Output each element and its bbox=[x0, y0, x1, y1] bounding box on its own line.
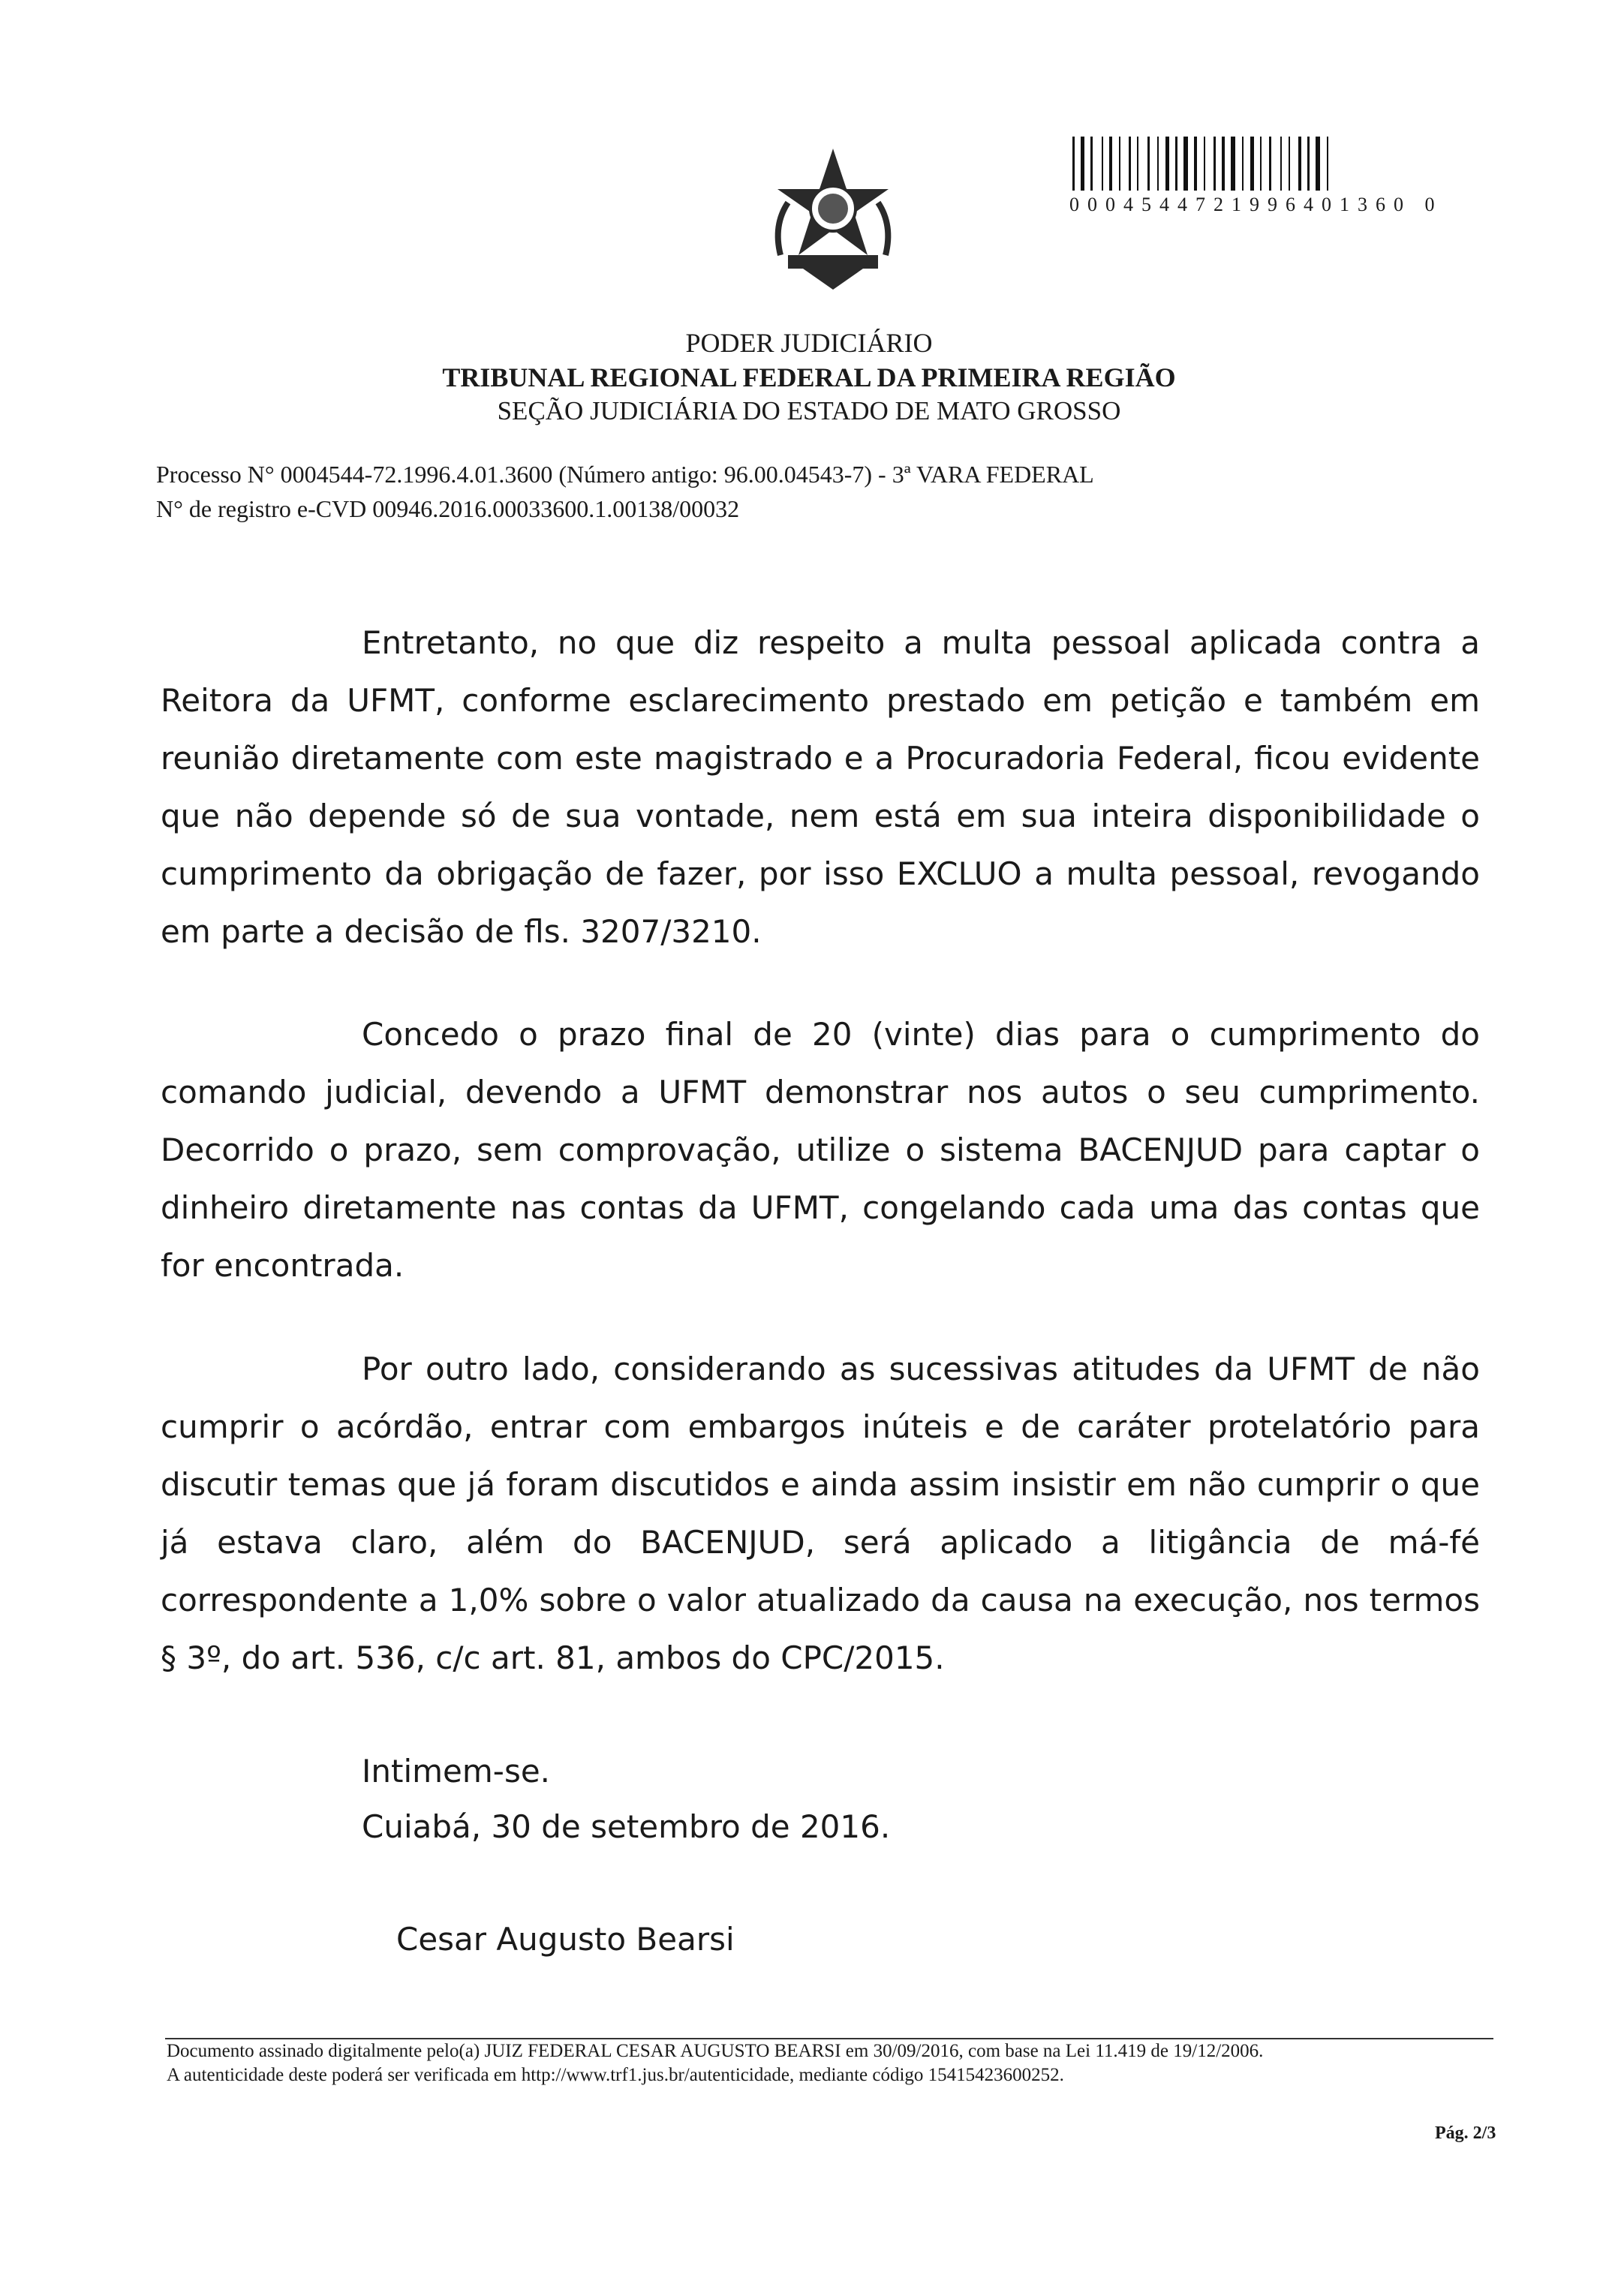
place-date: Cuiabá, 30 de setembro de 2016. bbox=[362, 1808, 891, 1845]
barcode-number: 0004544721996401360 0 bbox=[1069, 194, 1443, 215]
signer-name: Cesar Augusto Bearsi bbox=[396, 1921, 735, 1958]
header-tribunal: TRIBUNAL REGIONAL FEDERAL DA PRIMEIRA REGIÃO bbox=[442, 362, 1176, 392]
barcode bbox=[1069, 137, 1475, 191]
registro-number: N° de registro e-CVD 00946.2016.00033600.1.00138/00032 bbox=[156, 495, 740, 522]
processo-number: Processo N° 0004544-72.1996.4.01.3600 (Número antigo: 96.00.04543-7) - 3ª VARA FEDERAL bbox=[156, 461, 1094, 488]
header-secao: SEÇÃO JUDICIÁRIA DO ESTADO DE MATO GROSSO bbox=[497, 396, 1121, 425]
header-poder-judiciario: PODER JUDICIÁRIO bbox=[685, 328, 933, 358]
footer-divider bbox=[165, 2038, 1493, 2039]
paragraph-2: Concedo o prazo final de 20 (vinte) dias para o cumprimento do comando judicial, devendo a UFMT demonstrar nos autos o seu cumprimento. Decorrido o prazo, sem comprovação, utilize o sistema BACENJUD para captar o dinheiro diretamente nas contas da UFMT, congelando cada uma das contas que for encontrada. bbox=[161, 1016, 1480, 1284]
coat-of-arms-icon bbox=[758, 143, 908, 293]
paragraph-1: Entretanto, no que diz respeito a multa pessoal aplicada contra a Reitora da UFMT, conforme esclarecimento prestado em petição e também em reunião diretamente com este magistrado e a Procuradoria Federal, ficou evidente que não depende só de sua vontade, nem está em sua inteira disponibilidade o cumprimento da obrigação de fazer, por isso EXCLUO a multa pessoal, revogando em parte a decisão de fls. 3207/3210. bbox=[161, 624, 1480, 950]
page-number: Pág. 2/3 bbox=[1435, 2123, 1496, 2143]
footer-authenticity-note: A autenticidade deste poderá ser verificada em http://www.trf1.jus.br/autenticidade, mediante código 15415423600252. bbox=[167, 2065, 1064, 2085]
footer-signature-note: Documento assinado digitalmente pelo(a) JUIZ FEDERAL CESAR AUGUSTO BEARSI em 30/09/2016, com base na Lei 11.419 de 19/12/2006. bbox=[167, 2041, 1264, 2061]
paragraph-3: Por outro lado, considerando as sucessivas atitudes da UFMT de não cumprir o acórdão, entrar com embargos inúteis e de caráter protelatório para discutir temas que já foram discutidos e ainda assim insistir em não cumprir o que já estava claro, além do BACENJUD, será aplicado a litigância de má-fé correspondente a 1,0% sobre o valor atualizado da causa na execução, nos termos § 3º, do art. 536, c/c art. 81, ambos do CPC/2015. bbox=[161, 1351, 1480, 1676]
intimem-se: Intimem-se. bbox=[362, 1753, 551, 1790]
